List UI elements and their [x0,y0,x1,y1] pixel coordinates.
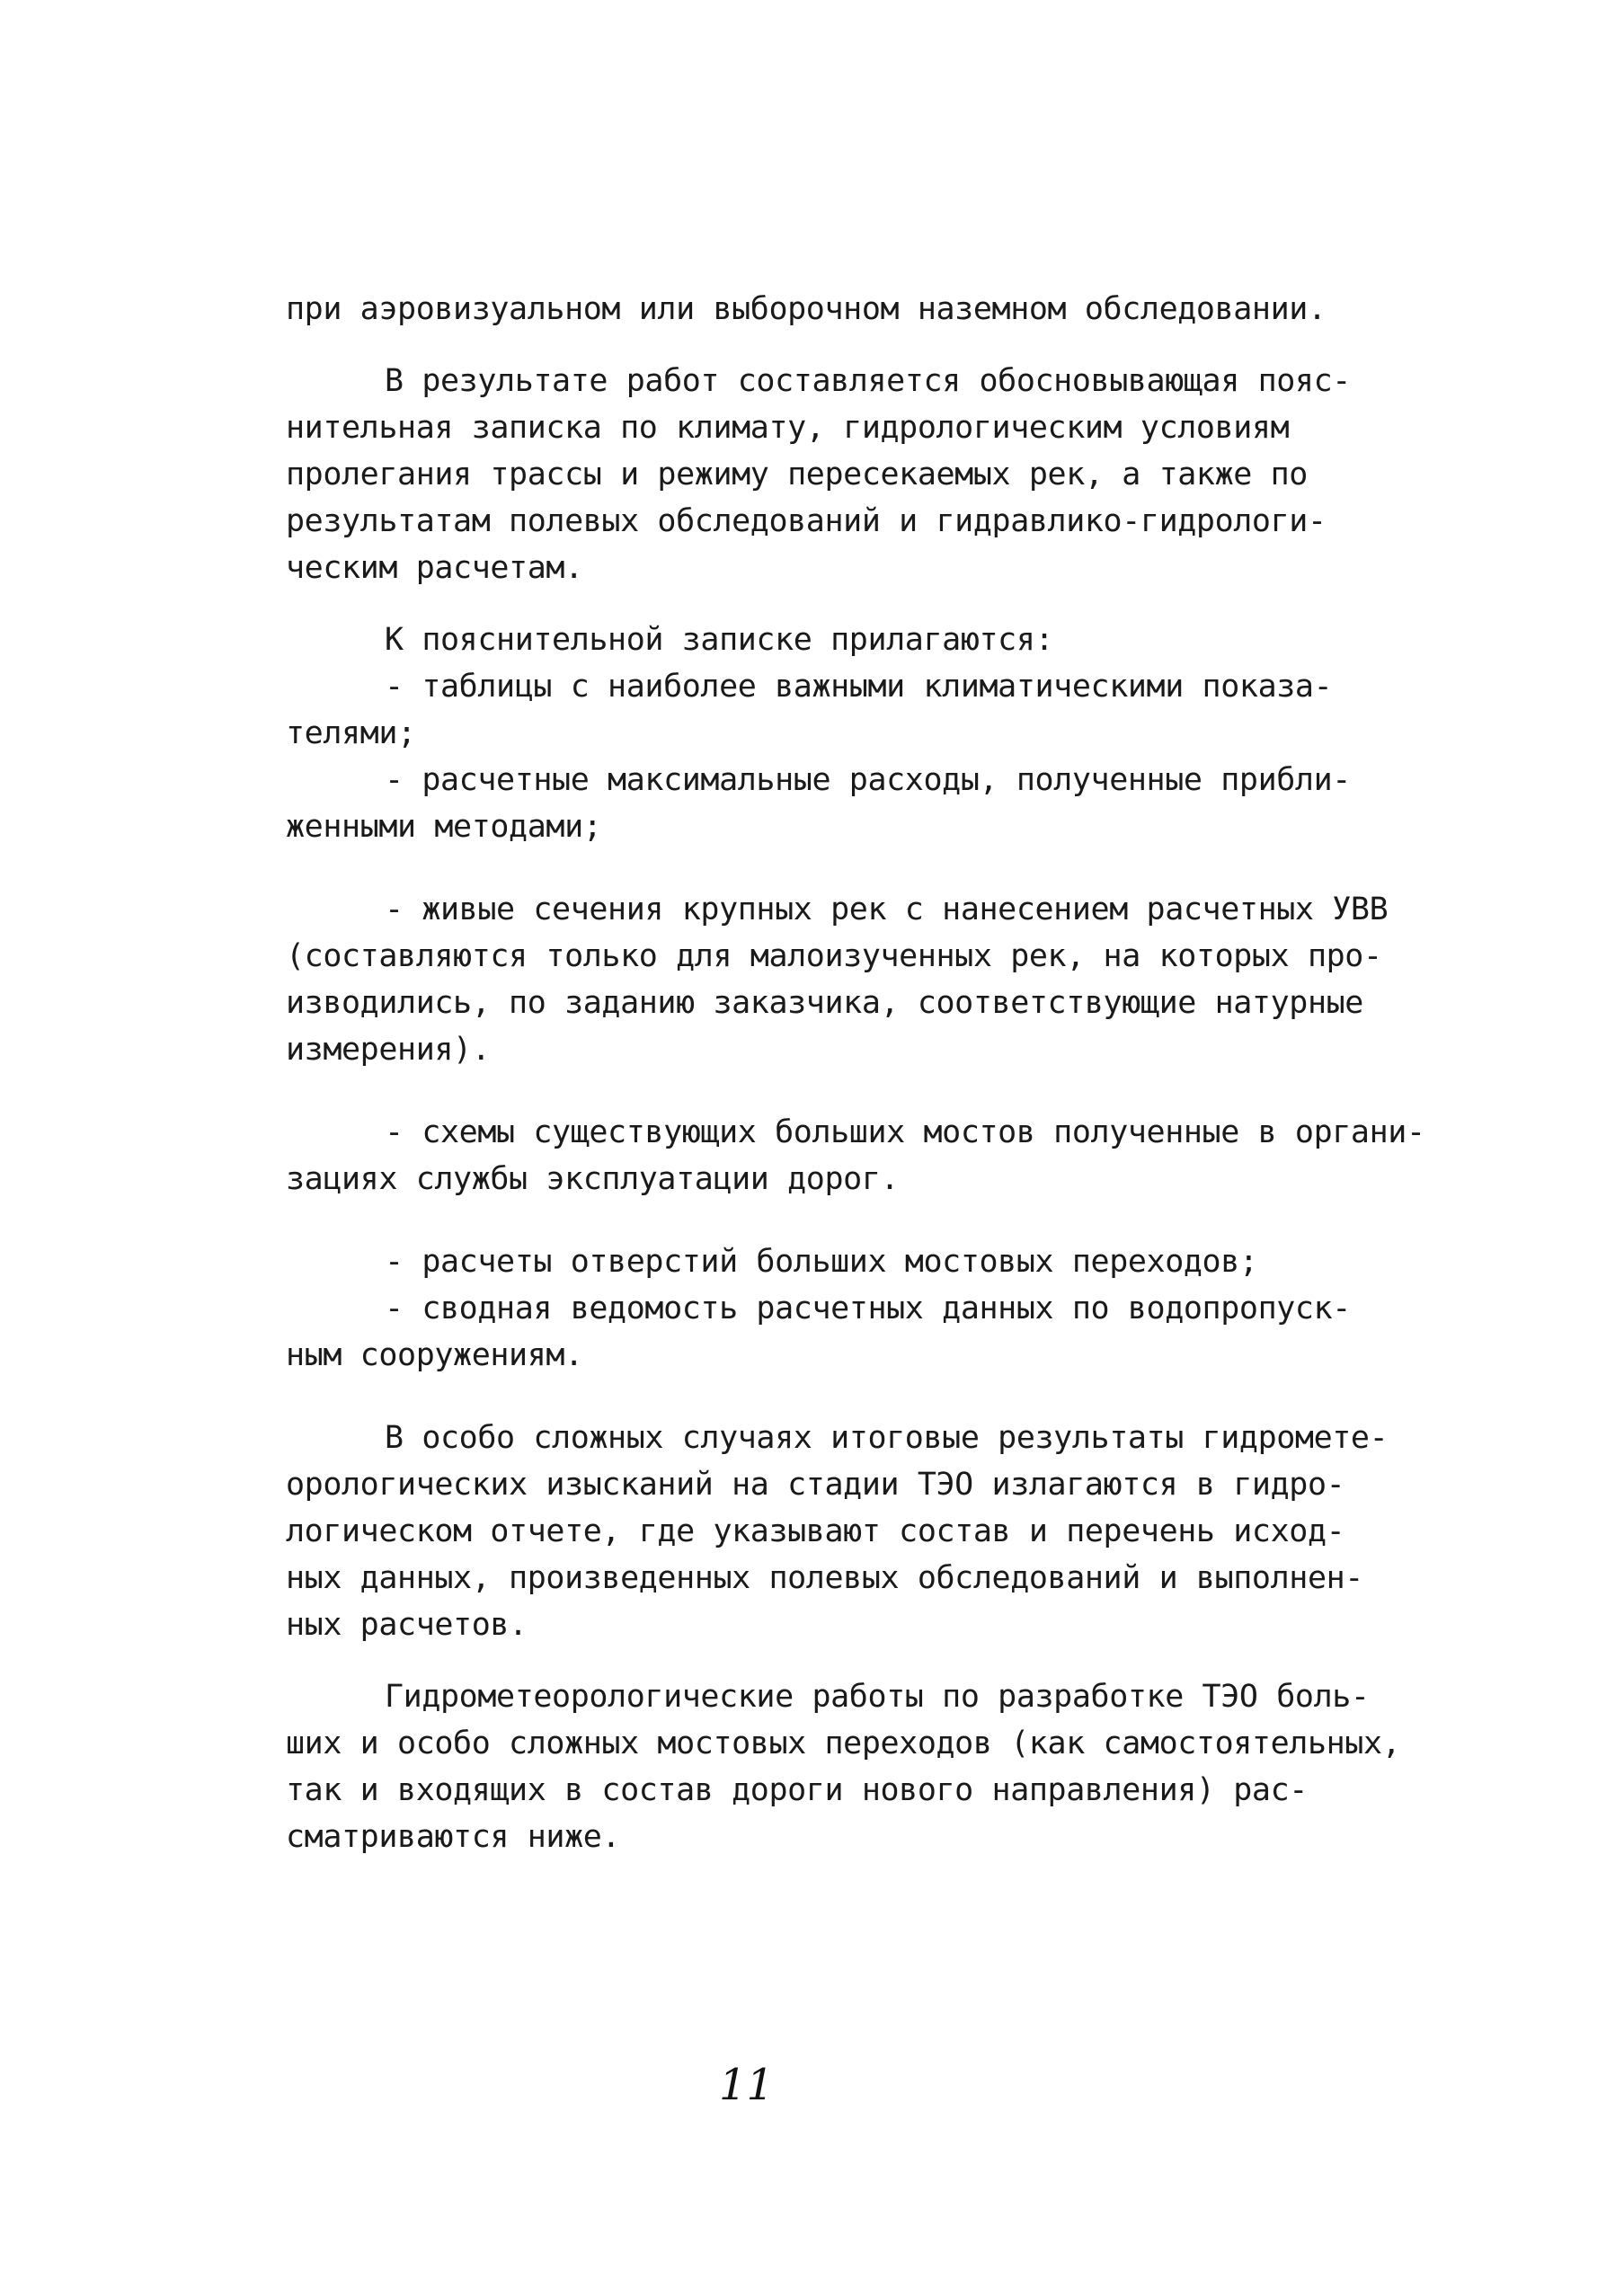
page-number: 11 [719,2060,775,2110]
text-line: - схемы существующих больших мостов полученные в органи- [385,1114,1425,1150]
text-line: логическом отчете, где указывают состав и перечень исход- [286,1513,1345,1549]
text-line: - расчеты отверстий больших мостовых переходов; [385,1244,1258,1280]
text-line: Гидрометеорологические работы по разработке ТЭО боль- [385,1679,1370,1715]
text-line: - сводная ведомость расчетных данных по водопропуск- [385,1291,1351,1326]
text-line: В особо сложных случаях итоговые результаты гидромете- [385,1420,1389,1456]
text-line: измерения). [286,1032,491,1068]
text-line: В результате работ составляется обосновывающая пояс- [385,363,1351,399]
text-line: изводились, по заданию заказчика, соответствующие натурные [286,985,1363,1021]
text-line: нительная записка по климату, гидрологическим условиям [286,410,1290,446]
text-line: - живые сечения крупных рек с нанесением расчетных УВВ [385,892,1389,927]
text-line: зациях службы эксплуатации дорог. [286,1161,900,1197]
text-line: пролегания трассы и режиму пересекаемых рек, а также по [286,457,1308,492]
text-line: при аэровизуальном или выборочном наземном обследовании. [286,291,1327,327]
text-line: ным сооружениям. [286,1337,583,1373]
text-line: ческим расчетам. [286,550,583,586]
body-text [286,286,1454,1860]
text-line: ных данных, произведенных полевых обследований и выполнен- [286,1560,1363,1596]
text-line: орологических изысканий на стадии ТЭО излагаются в гидро- [286,1467,1345,1503]
text-line: ных расчетов. [286,1607,528,1643]
text-line: телями; [286,715,416,751]
text-line: К пояснительной записке прилагаются: [385,622,1054,658]
text-line: (составляются только для малоизученных рек, на которых про- [286,938,1382,974]
text-line: - расчетные максимальные расходы, полученные прибли- [385,762,1351,798]
text-line: сматриваются ниже. [286,1819,621,1855]
text-line: так и входящих в состав дороги нового направления) рас- [286,1772,1308,1808]
text-line: результатам полевых обследований и гидравлико-гидрологи- [286,503,1327,539]
text-line: ших и особо сложных мостовых переходов (как самостоятельных, [286,1726,1401,1761]
text-line: - таблицы с наиболее важными климатическими показа- [385,669,1333,705]
text-line: женными методами; [286,809,602,845]
